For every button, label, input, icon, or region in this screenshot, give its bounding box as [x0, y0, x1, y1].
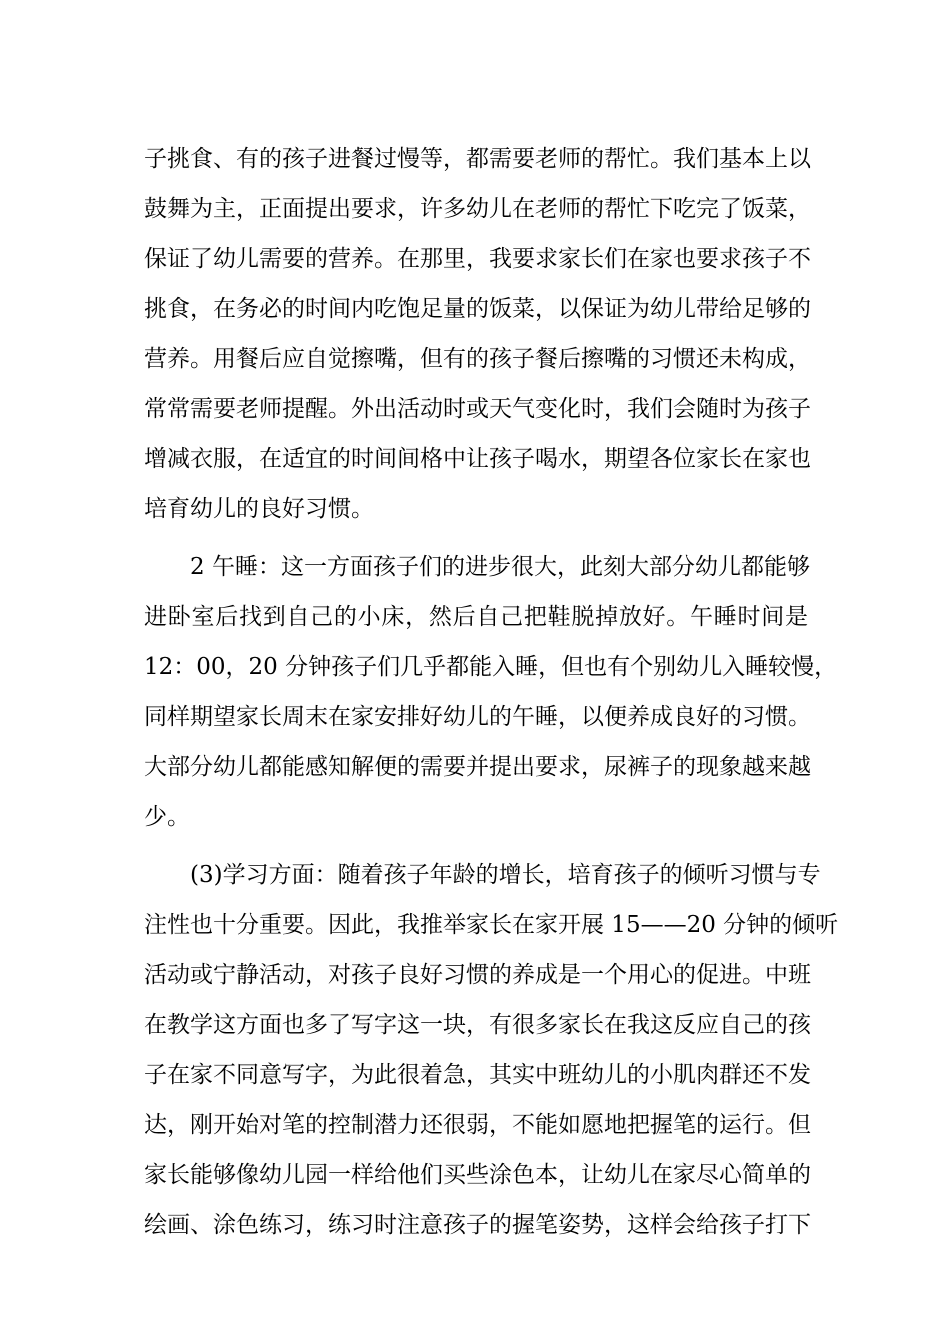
paragraph-gap: [144, 842, 808, 850]
paragraph-nap: [144, 542, 838, 842]
text-line: 少。: [144, 804, 190, 830]
text-line: 同样期望家长周末在家安排好幼儿的午睡，以便养成良好的习惯。: [144, 704, 811, 730]
text-line: 增减衣服，在适宜的时间间格中让孩子喝水，期望各位家长在家也: [144, 446, 811, 472]
text-line: 培育幼儿的良好习惯。: [144, 496, 374, 522]
text-line: 12：00，20 分钟孩子们几乎都能入睡，但也有个别幼儿入睡较慢，: [144, 654, 838, 680]
paragraph-diet: [144, 134, 811, 534]
text-line: 子在家不同意写字，为此很着急，其实中班幼儿的小肌肉群还不发: [144, 1062, 811, 1088]
text-line: 大部分幼儿都能感知解便的需要并提出要求，尿裤子的现象越来越: [144, 754, 811, 780]
text-line: 子挑食、有的孩子进餐过慢等，都需要老师的帮忙。我们基本上以: [144, 146, 811, 172]
text-line: 鼓舞为主，正面提出要求，许多幼儿在老师的帮忙下吃完了饭菜，: [144, 196, 811, 222]
text-line: 保证了幼儿需要的营养。在那里，我要求家长们在家也要求孩子不: [144, 246, 811, 272]
text-line: 绘画、涂色练习，练习时注意孩子的握笔姿势，这样会给孩子打下: [144, 1212, 811, 1238]
paragraph-gap: [144, 534, 808, 542]
text-line: 注性也十分重要。因此，我推举家长在家开展 15——20 分钟的倾听: [144, 912, 839, 938]
text-line: 进卧室后找到自己的小床，然后自己把鞋脱掉放好。午睡时间是: [144, 604, 808, 630]
text-line: 常常需要老师提醒。外出活动时或天气变化时，我们会随时为孩子: [144, 396, 811, 422]
text-line: (3)学习方面：随着孩子年龄的增长，培育孩子的倾听习惯与专: [190, 862, 821, 888]
text-line: 达，刚开始对笔的控制潜力还很弱，不能如愿地把握笔的运行。但: [144, 1112, 811, 1138]
body-text: [144, 134, 839, 1250]
text-line: 挑食，在务必的时间内吃饱足量的饭菜，以保证为幼儿带给足够的: [144, 296, 811, 322]
text-line: 营养。用餐后应自觉擦嘴，但有的孩子餐后擦嘴的习惯还未构成，: [144, 346, 811, 372]
text-line: 活动或宁静活动，对孩子良好习惯的养成是一个用心的促进。中班: [144, 962, 811, 988]
text-line: 2 午睡：这一方面孩子们的进步很大，此刻大部分幼儿都能够: [190, 554, 810, 580]
text-line: 家长能够像幼儿园一样给他们买些涂色本，让幼儿在家尽心简单的: [144, 1162, 811, 1188]
text-line: 在教学这方面也多了写字这一块，有很多家长在我这反应自己的孩: [144, 1012, 811, 1038]
paragraph-study: [144, 850, 839, 1250]
